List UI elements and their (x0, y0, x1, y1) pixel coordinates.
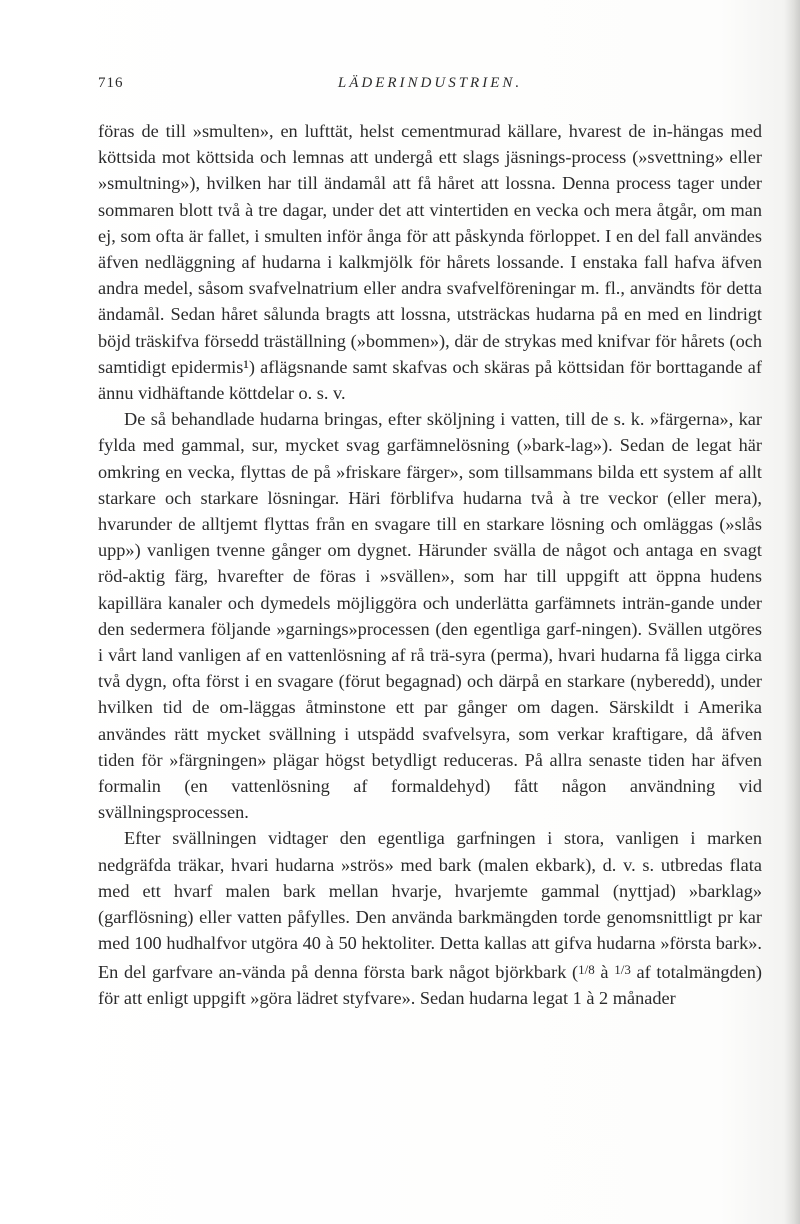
paragraph-2: De så behandlade hudarna bringas, efter sköljning i vatten, till de s. k. »färgerna», kar fylda med gammal, sur, mycket svag garfämnelösning (»bark-lag»). Sedan de legat här omkring en vecka, flyttas de på »friskare färger», som tillsammans bilda ett system af allt starkare och starkare lösningar. Häri förblifva hudarna två à tre veckor (eller mera), hvarunder de alltjemt flyttas från en svagare till en starkare lösning och omläggas (»slås upp») vanligen tvenne gånger om dygnet. Härunder svälla de något och antaga en svagt röd-aktig färg, hvarefter de föras i »svällen», som har till uppgift att öppna hudens kapillära kanaler och dymedels möjliggöra och underlätta garfämnets inträn-gande under den sedermera följande »garnings»processen (den egentliga garf-ningen). Svällen utgöres i vårt land vanligen af en vattenlösning af rå trä-syra (perma), hvari hudarna få ligga cirka två dygn, ofta först i en svagare (förut begagnad) och därpå en starkare (nyberedd), under hvilken tid de om-läggas åtminstone ett par gånger om dagen. Särskildt i Amerika användes rätt mycket svällning i utspädd svafvelsyra, som verkar kraftigare, då äfven tiden för »färgningen» plägar högst betydligt reduceras. På allra senaste tiden har äfven formalin (en vattenlösning af formaldehyd) fått någon användning vid svällningsprocessen. (98, 409, 762, 823)
paragraph-3-text-before: Efter svällningen vidtager den egentliga garfningen i stora, vanligen i marken nedgräfda träkar, hvari hudarna »strös» med bark (malen ekbark), d. v. s. utbredas flata med ett hvarf malen bark mellan hvarje, hvarjemte gammal (nyttjad) »barklag» (garflösning) eller vatten påfylles. Den använda barkmängden torde genomsnittligt pr kar med 100 hudhalfvor utgöra 40 à 50 hektoliter. Detta kallas att gifva hudarna »första bark». En del garfvare an-vända på denna första bark något björkbark ( (98, 828, 762, 982)
paragraph-3-text-after: af totalmängden) för att enligt uppgift »göra lädret styfvare». Sedan hudarna legat 1 à 2 månader (98, 961, 762, 1008)
page-number: 716 (98, 75, 124, 91)
page-edge-shadow (784, 0, 800, 1224)
fraction-one-third: 1/3 (614, 961, 631, 977)
page-header (98, 75, 762, 99)
running-title: LÄDERINDUSTRIEN. (337, 75, 523, 91)
body-text (98, 118, 762, 1011)
paragraph-3 (98, 825, 762, 1010)
fraction-one-eighth: 1/8 (578, 961, 595, 977)
paragraph-1: föras de till »smulten», en lufttät, helst cementmurad källare, hvarest de in-hängas med köttsida mot köttsida och lemnas att undergå ett slags jäsnings-process (»svettning» eller »smultning»), hvilken har till ändamål att få håret att lossna. Denna process tager under sommaren blott två à tre dagar, under det att vintertiden en vecka och mera åtgår, om man ej, som ofta är fallet, i smulten inför ånga för att påskynda förloppet. I en del fall användes äfven nedläggning af hudarna i kalkmjölk för hårets lossande. I enstaka fall hafva äfven andra medel, såsom svafvelnatrium eller andra svafvelföreningar m. fl., användts för detta ändamål. Sedan håret sålunda bragts att lossna, utsträckas hudarna på en med en lindrigt böjd träskifva försedd träställning (»bommen»), där de strykas med knifvar för hårets (och samtidigt epidermis¹) aflägsnande samt skafvas och skäras på köttsidan för borttagande af ännu vidhäftande köttdelar o. s. v. (98, 121, 762, 404)
paragraph-3-text-mid: à (594, 961, 615, 982)
